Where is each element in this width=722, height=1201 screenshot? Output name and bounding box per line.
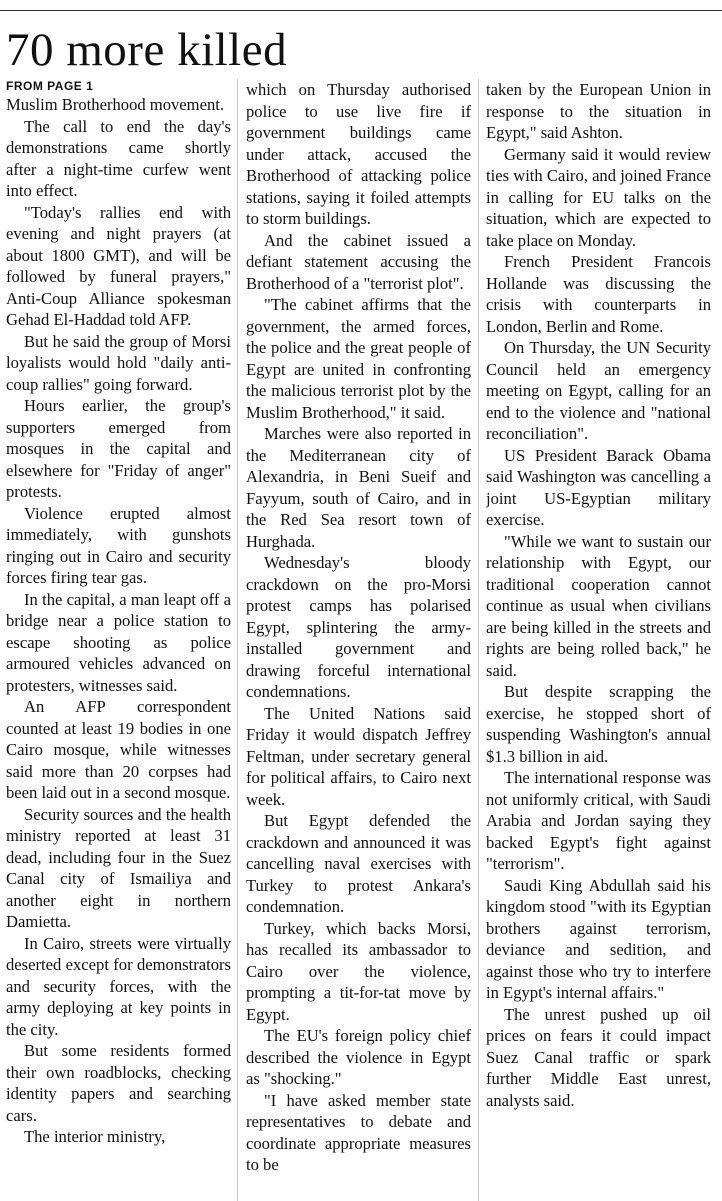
paragraph: The international response was not uniformly critical, with Saudi Arabia and Jordan saying they backed Egypt's fight against "terrorism". bbox=[486, 768, 711, 873]
paragraph: On Thursday, the UN Security Council held an emergency meeting on Egypt, calling for an end to the violence and "national reconciliation". bbox=[486, 338, 711, 443]
headline: 70 more killed bbox=[6, 24, 288, 76]
paragraph: But some residents formed their own roadblocks, checking identity papers and searching cars. bbox=[6, 1041, 231, 1125]
paragraph: Turkey, which backs Morsi, has recalled its ambassador to Cairo over the violence, prompting a tit-for-tat move by Egypt. bbox=[246, 918, 471, 1024]
paragraph: Wednesday's bloody crackdown on the pro-Morsi protest camps has polarised Egypt, splintering the army-installed government and drawing forceful international condemnations. bbox=[246, 553, 471, 701]
paragraph: Hours earlier, the group's supporters emerged from mosques in the capital and elsewhere for "Friday of anger" protests. bbox=[6, 396, 231, 501]
continuation-kicker: FROM PAGE 1 bbox=[6, 79, 94, 93]
paragraph: "While we want to sustain our relationship with Egypt, our traditional cooperation cannot continue as usual when civilians are being killed in the streets and rights are being rolled back," he said. bbox=[486, 531, 711, 680]
column-3 bbox=[486, 79, 711, 1201]
paragraph: But he said the group of Morsi loyalists would hold "daily anti-coup rallies" going forward. bbox=[6, 331, 231, 394]
paragraph: Germany said it would review ties with Cairo, and joined France in calling for EU talks on the situation, which are expected to take place on Monday. bbox=[486, 144, 711, 250]
paragraph: And the cabinet issued a defiant statement accusing the Brotherhood of a "terrorist plot". bbox=[246, 230, 471, 293]
paragraph: Violence erupted almost immediately, with gunshots ringing out in Cairo and security forces firing tear gas. bbox=[6, 503, 231, 587]
paragraph: The United Nations said Friday it would dispatch Jeffrey Feltman, under secretary general for political affairs, to Cairo next week. bbox=[246, 703, 471, 809]
paragraph: Muslim Brotherhood movement. bbox=[6, 95, 225, 114]
paragraph: Saudi King Abdullah said his kingdom stood "with its Egyptian brothers against terrorism, deviance and sedition, and against those who try to interfere in Egypt's internal affairs." bbox=[486, 875, 711, 1002]
paragraph: US President Barack Obama said Washington was cancelling a joint US-Egyptian military exercise. bbox=[486, 445, 711, 529]
paragraph: Marches were also reported in the Mediterranean city of Alexandria, in Beni Sueif and Fayyum, south of Cairo, and in the Red Sea resort town of Hurghada. bbox=[246, 424, 471, 551]
paragraph: "I have asked member state representatives to debate and coordinate appropriate measures to be bbox=[246, 1090, 471, 1174]
paragraph: The call to end the day's demonstrations came shortly after a night-time curfew went into effect. bbox=[6, 116, 231, 200]
paragraph: taken by the European Union in response to the situation in Egypt," said Ashton. bbox=[486, 80, 711, 142]
paragraph: which on Thursday authorised police to use live fire if government buildings came under attack, accused the Brotherhood of attacking police stations, saying it foiled attempts to storm buildings. bbox=[246, 80, 471, 228]
paragraph: "Today's rallies end with evening and night prayers (at about 1800 GMT), and will be followed by funeral prayers," Anti-Coup Alliance spokesman Gehad El-Haddad told AFP. bbox=[6, 202, 231, 329]
paragraph: The unrest pushed up oil prices on fears it could impact Suez Canal traffic or spark further Middle East unrest, analysts said. bbox=[486, 1004, 711, 1110]
column-2 bbox=[246, 79, 471, 1201]
paragraph: The interior ministry, bbox=[24, 1127, 166, 1146]
paragraph: An AFP correspondent counted at least 19 bodies in one Cairo mosque, while witnesses said more than 20 corpses had been laid out in a second mosque. bbox=[6, 697, 231, 802]
paragraph: But Egypt defended the crackdown and announced it was cancelling naval exercises with Turkey to protest Ankara's condemnation. bbox=[246, 811, 471, 916]
paragraph: The EU's foreign policy chief described the violence in Egypt as "shocking." bbox=[246, 1026, 471, 1088]
paragraph: In Cairo, streets were virtually deserted except for demonstrators and security forces, with the army deploying at key points in the city. bbox=[6, 933, 231, 1039]
paragraph: But despite scrapping the exercise, he stopped short of suspending Washington's annual $1.3 billion in aid. bbox=[486, 682, 711, 766]
header-rule bbox=[0, 10, 722, 11]
paragraph: Security sources and the health ministry reported at least 31 dead, including four in the Suez Canal city of Ismailiya and another eight in northern Damietta. bbox=[6, 804, 231, 931]
column-1 bbox=[6, 79, 231, 1201]
article-body bbox=[6, 79, 718, 1201]
paragraph: "The cabinet affirms that the government, the armed forces, the police and the great people of Egypt are united in confronting the malicious terrorist plot by the Muslim Brotherhood," it said. bbox=[246, 295, 471, 422]
paragraph: French President Francois Hollande was discussing the crisis with counterparts in London, Berlin and Rome. bbox=[486, 252, 711, 336]
paragraph: In the capital, a man leapt off a bridge near a police station to escape shooting as police armoured vehicles advanced on protesters, witnesses said. bbox=[6, 589, 231, 695]
